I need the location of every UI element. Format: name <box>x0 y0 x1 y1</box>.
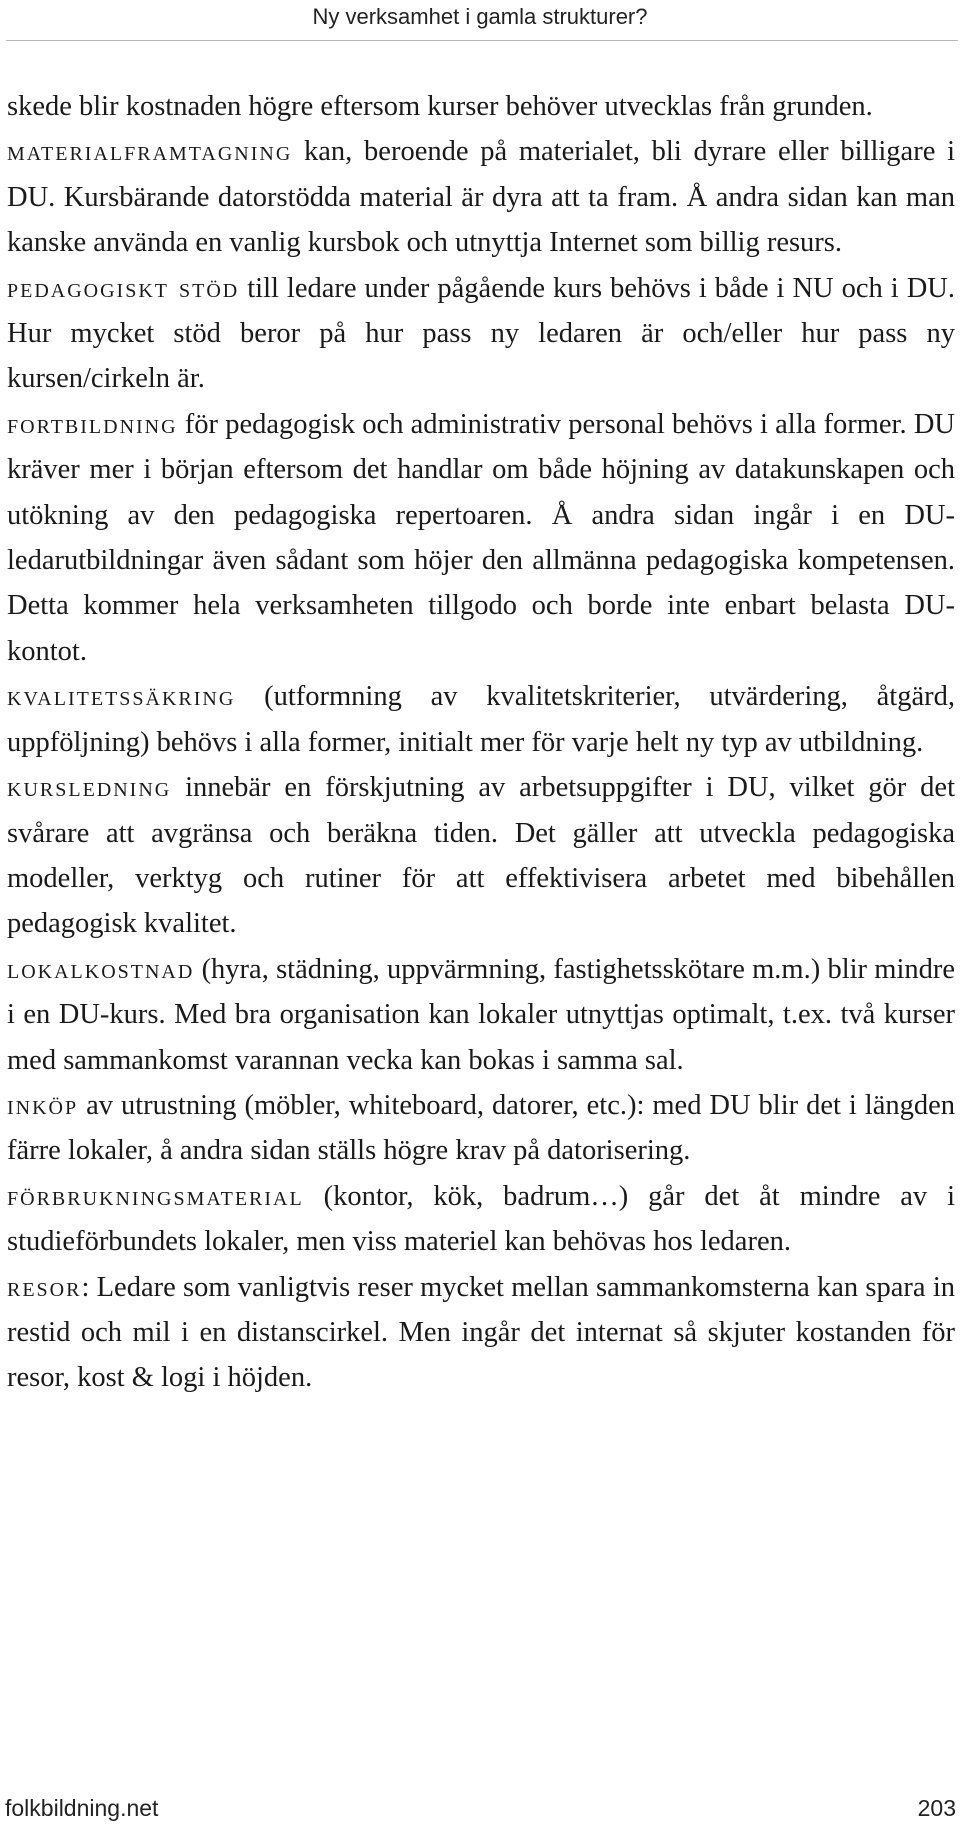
paragraph-forbrukningsmaterial <box>7 1174 955 1265</box>
paragraph-materialframtagning <box>7 129 955 265</box>
paragraph-text: av utrustning (möbler, whiteboard, datorer, etc.): med DU blir det i längden färre lokaler, å andra sidan ställs högre krav på datorisering. <box>7 1089 955 1167</box>
paragraph-text: kan, beroende på materialet, bli dyrare eller billigare i DU. Kursbärande datorstödda material är dyra att ta fram. Å andra sidan kan man kanske använda en vanlig kursbok och utnyttja Internet som billig resurs. <box>7 136 955 259</box>
paragraph-lokalkostnad <box>7 947 955 1083</box>
paragraph-pedagogiskt-stod <box>7 266 955 402</box>
paragraph-lead-term: materialframtagning <box>7 136 293 168</box>
paragraph-text: för pedagogisk och administrativ personal behövs i alla former. DU kräver mer i början eftersom det handlar om både höjning av datakunskapen och utökning av den pedagogiska repertoaren. Å andra sidan ingår i en DU-ledarutbildningar även sådant som höjer den allmänna pedagogiska kompetensen. Detta kommer hela verksamheten tillgodo och borde inte enbart belasta DU-kontot. <box>7 408 955 667</box>
paragraph-lead-term: förbrukningsmaterial <box>7 1180 304 1212</box>
paragraph-lead-term: kvalitetssäkring <box>7 681 236 713</box>
paragraph-text: skede blir kostnaden högre eftersom kurser behöver utvecklas från grunden. <box>7 91 873 122</box>
footer-site-link[interactable]: folkbildning.net <box>5 1795 159 1821</box>
body-text <box>7 84 955 1401</box>
paragraph-continuation <box>7 84 955 129</box>
running-footer <box>0 1790 960 1826</box>
paragraph-text: (kontor, kök, badrum…) går det åt mindre av i studieförbundets lokaler, men viss materiel kan behövas hos ledaren. <box>7 1180 955 1258</box>
header-rule <box>6 40 958 41</box>
paragraph-fortbildning <box>7 402 955 674</box>
paragraph-kvalitetssakring <box>7 674 955 765</box>
paragraph-lead-term: fortbildning <box>7 408 178 440</box>
paragraph-lead-term: inköp <box>7 1089 79 1121</box>
paragraph-lead-term: lokalkostnad <box>7 953 195 985</box>
paragraph-kursledning <box>7 765 955 947</box>
paragraph-text: till ledare under pågående kurs behövs i både i NU och i DU. Hur mycket stöd beror på hur pass ny ledaren är och/eller hur pass ny kursen/cirkeln är. <box>7 272 955 395</box>
paragraph-lead-term: resor <box>7 1271 82 1303</box>
running-header: Ny verksamhet i gamla strukturer? <box>312 4 648 29</box>
paragraph-text: (utformning av kvalitetskriterier, utvärdering, åtgärd, uppföljning) behövs i alla former, initialt mer för varje helt ny typ av utbildning. <box>7 681 955 758</box>
paragraph-inkop <box>7 1083 955 1174</box>
paragraph-text: (hyra, städning, uppvärmning, fastighetsskötare m.m.) blir mindre i en DU-kurs. Med bra organisation kan lokaler utnyttjas optimalt, t.ex. två kurser med sammankomst varannan vecka kan bokas i samma sal. <box>7 953 955 1076</box>
page-number: 203 <box>917 1795 956 1821</box>
paragraph-text: innebär en förskjutning av arbetsuppgifter i DU, vilket gör det svårare att avgränsa och beräkna tiden. Det gäller att utveckla pedagogiska modeller, verktyg och rutiner för att effektivisera arbetet med bibehållen pedagogisk kvalitet. <box>7 772 955 940</box>
paragraph-text: : Ledare som vanligtvis reser mycket mellan sammankomsterna kan spara in restid och mil i en distanscirkel. Men ingår det internat så skjuter kostanden för resor, kost & logi i höjden. <box>7 1271 955 1394</box>
paragraph-lead-term: kursledning <box>7 772 172 804</box>
paragraph-resor <box>7 1265 955 1401</box>
paragraph-lead-term: pedagogiskt stöd <box>7 272 240 304</box>
